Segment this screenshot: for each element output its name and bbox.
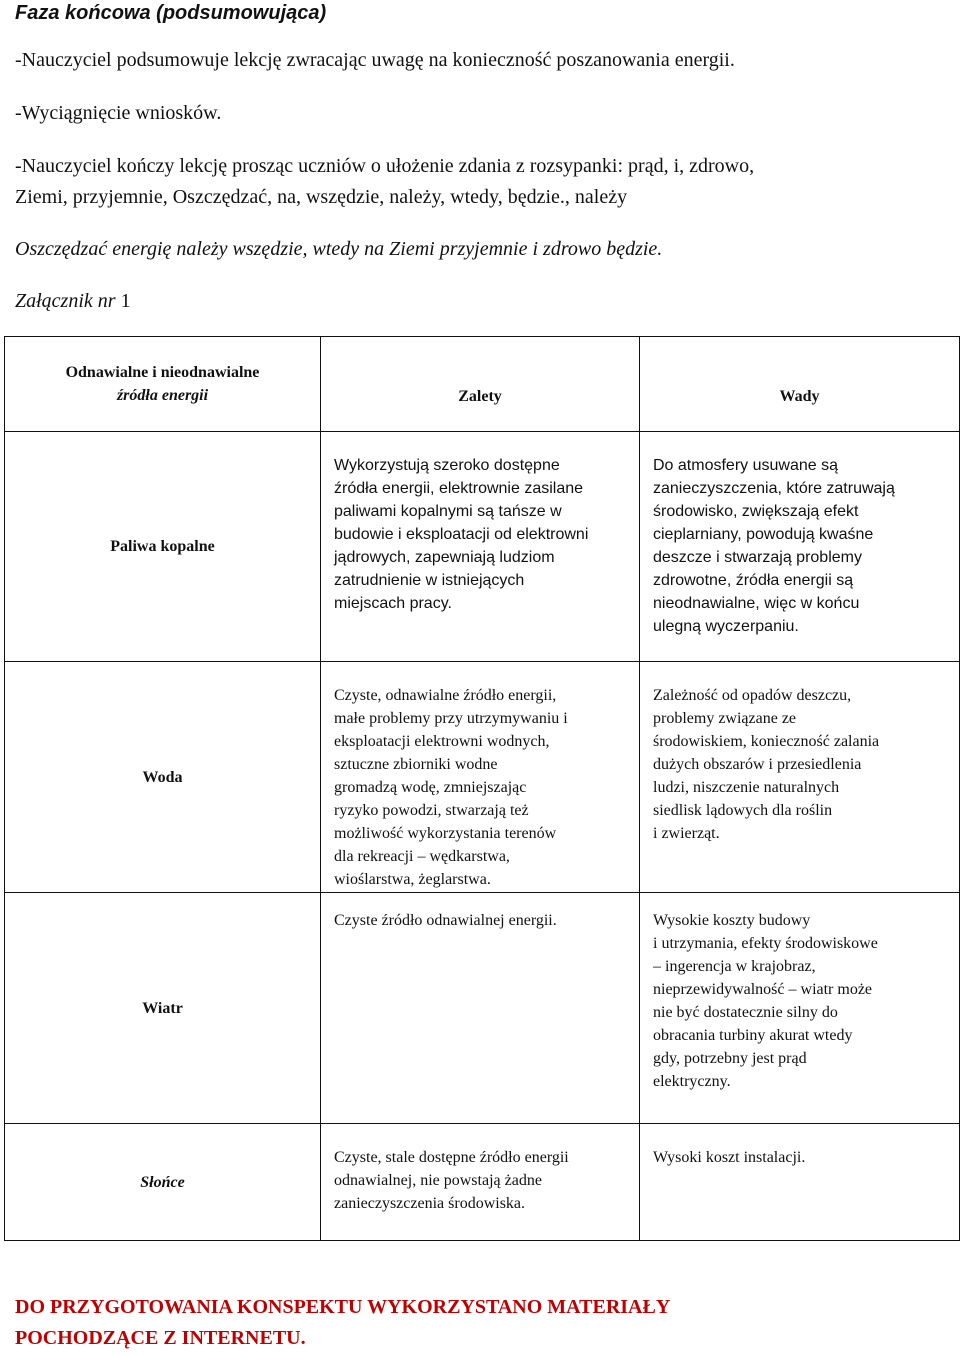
cons-cell	[640, 893, 960, 1124]
source-label-wind: Wiatr	[5, 893, 321, 1124]
text-line: wioślarstwa, żeglarstwa.	[334, 871, 491, 888]
source-label-water: Woda	[5, 662, 321, 893]
footer-note-line1: DO PRZYGOTOWANIA KONSPEKTU WYKORZYSTANO MATERIAŁY	[15, 1296, 671, 1318]
text-line: nie być dostatecznie silny do	[653, 1004, 838, 1021]
header-cons: Wady	[640, 337, 960, 432]
text-line: środowisko, zwiększają efekt	[653, 503, 859, 520]
text-line: ryzyko powodzi, stwarzają też	[334, 802, 529, 819]
table-row	[5, 893, 960, 1124]
table-row	[5, 1124, 960, 1241]
text-line: Zależność od opadów deszczu,	[653, 687, 852, 704]
text-line: odnawialnej, nie powstają żadne	[334, 1172, 542, 1189]
text-line: ludzi, niszczenie naturalnych	[653, 779, 840, 796]
source-label-sun: Słońce	[5, 1124, 321, 1241]
text-line: dla rekreacji – wędkarstwa,	[334, 848, 510, 865]
text-line: możliwość wykorzystania terenów	[334, 825, 557, 842]
footer-note-line2: POCHODZĄCE Z INTERNETU.	[15, 1327, 306, 1349]
text-line: Wysoki koszt instalacji.	[653, 1149, 806, 1166]
header-sources-line2: źródła energii	[116, 387, 209, 404]
text-line: zdrowotne, źródła energii są	[653, 572, 854, 589]
pros-cell	[321, 662, 640, 893]
text-line: środowiskiem, konieczność zalania	[653, 733, 880, 750]
attachment-number: 1	[120, 290, 131, 312]
source-label-fossil: Paliwa kopalne	[5, 432, 321, 662]
text-line: – ingerencja w krajobraz,	[653, 958, 816, 975]
energy-sources-table	[4, 336, 960, 1241]
text-line: zanieczyszczenia środowiska.	[334, 1195, 526, 1212]
answer-sentence: Oszczędzać energię należy wszędzie, wtedy na Ziemi przyjemnie i zdrowo będzie.	[15, 238, 663, 260]
attachment-heading	[15, 289, 131, 313]
text-line: Czyste, odnawialne źródło energii,	[334, 687, 557, 704]
text-line: eksploatacji elektrowni wodnych,	[334, 733, 550, 750]
pros-cell	[321, 893, 640, 1124]
conclusions-line: -Wyciągnięcie wniosków.	[15, 102, 222, 124]
table-row	[5, 662, 960, 893]
text-line: i zwierząt.	[653, 825, 720, 842]
table-header-row	[5, 337, 960, 432]
text-line: sztuczne zbiorniki wodne	[334, 756, 498, 773]
text-line: i utrzymania, efekty środowiskowe	[653, 935, 878, 952]
table-row	[5, 432, 960, 662]
cons-cell	[640, 1124, 960, 1241]
text-line: nieprzewidywalność – wiatr może	[653, 981, 873, 998]
text-line: zanieczyszczenia, które zatruwają	[653, 480, 895, 497]
cons-cell	[640, 432, 960, 662]
text-line: cieplarniany, powodują kwaśne	[653, 526, 874, 543]
cons-cell	[640, 662, 960, 893]
text-line: siedlisk lądowych dla roślin	[653, 802, 833, 819]
header-sources-line1: Odnawialne i nieodnawialne	[65, 364, 260, 381]
pros-cell	[321, 432, 640, 662]
text-line: budowie i eksploatacji od elektrowni	[334, 526, 589, 543]
text-line: małe problemy przy utrzymywaniu i	[334, 710, 568, 727]
text-line: ulegną wyczerpaniu.	[653, 618, 799, 635]
attachment-label: Załącznik nr	[15, 290, 116, 312]
text-line: dużych obszarów i przesiedlenia	[653, 756, 862, 773]
text-line: nieodnawialne, więc w końcu	[653, 595, 860, 612]
text-line: deszcze i stwarzają problemy	[653, 549, 862, 566]
pros-cell	[321, 1124, 640, 1241]
text-line: Wykorzystują szeroko dostępne	[334, 457, 560, 474]
text-line: gdy, potrzebny jest prąd	[653, 1050, 807, 1067]
text-line: Czyste źródło odnawialnej energii.	[334, 912, 557, 929]
header-sources	[5, 337, 321, 432]
text-line: miejscach pracy.	[334, 595, 452, 612]
text-line: paliwami kopalnymi są tańsze w	[334, 503, 562, 520]
summary-line: -Nauczyciel podsumowuje lekcję zwracając uwagę na konieczność poszanowania energii.	[15, 49, 735, 71]
text-line: problemy związane ze	[653, 710, 797, 727]
text-line: obracania turbiny akurat wtedy	[653, 1027, 853, 1044]
text-line: Wysokie koszty budowy	[653, 912, 811, 929]
header-pros: Zalety	[321, 337, 640, 432]
task-line-2: Ziemi, przyjemnie, Oszczędzać, na, wszędzie, należy, wtedy, będzie., należy	[15, 186, 628, 208]
text-line: gromadzą wodę, zmniejszając	[334, 779, 527, 796]
text-line: źródła energii, elektrownie zasilane	[334, 480, 584, 497]
text-line: Czyste, stale dostępne źródło energii	[334, 1149, 569, 1166]
phase-title: Faza końcowa (podsumowująca)	[15, 2, 327, 24]
task-line-1: -Nauczyciel kończy lekcję prosząc uczniów o ułożenie zdania z rozsypanki: prąd, i, zdrowo,	[15, 155, 755, 177]
text-line: jądrowych, zapewniają ludziom	[334, 549, 555, 566]
text-line: zatrudnienie w istniejących	[334, 572, 525, 589]
text-line: Do atmosfery usuwane są	[653, 457, 838, 474]
text-line: elektryczny.	[653, 1073, 731, 1090]
